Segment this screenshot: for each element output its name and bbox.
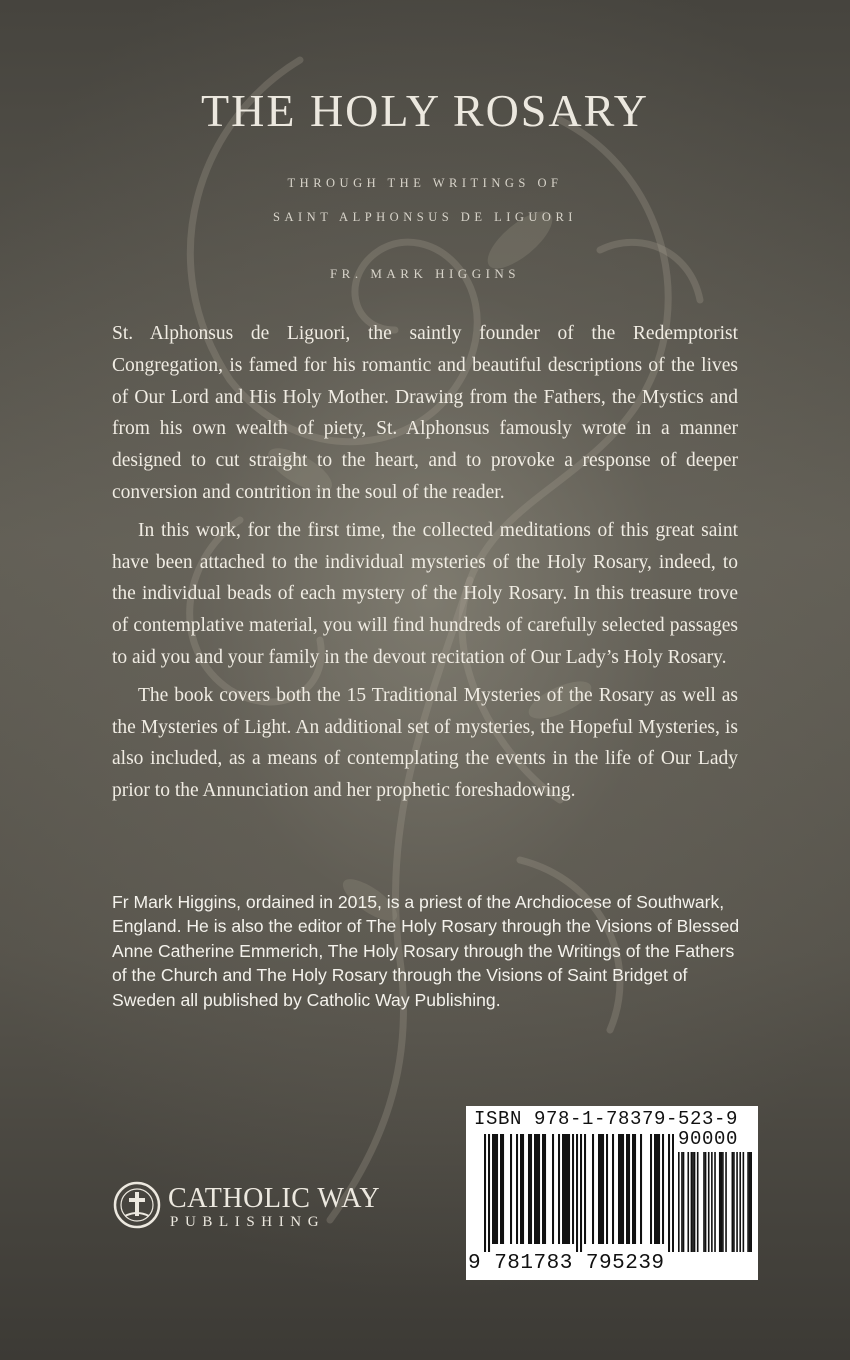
barcode-digits: 9 781783 795239	[468, 1252, 665, 1275]
barcode-bar	[564, 1134, 566, 1244]
addon-bar	[733, 1152, 735, 1252]
addon-bar	[722, 1152, 724, 1252]
barcode-bar	[510, 1134, 512, 1244]
publisher-subtitle: PUBLISHING	[170, 1214, 326, 1230]
barcode-bar	[566, 1134, 568, 1244]
barcode-bar	[626, 1134, 628, 1244]
addon-bar	[747, 1152, 749, 1252]
addon-bar	[719, 1152, 721, 1252]
addon-bar	[708, 1152, 710, 1252]
barcode-bar	[634, 1134, 636, 1244]
publisher-name: CATHOLIC WAY	[168, 1183, 381, 1214]
barcode-bar	[632, 1134, 634, 1244]
addon-bar	[725, 1152, 727, 1252]
barcode-bar	[568, 1134, 570, 1244]
addon-bar	[678, 1152, 680, 1252]
addon-bar	[687, 1152, 689, 1252]
barcode-bar	[584, 1134, 586, 1244]
addon-bar	[736, 1152, 738, 1252]
ean13-barcode-bars	[484, 1134, 674, 1252]
barcode-bar	[500, 1134, 502, 1244]
barcode-bar	[650, 1134, 652, 1244]
barcode-bar	[492, 1134, 494, 1244]
addon-bar	[703, 1152, 705, 1252]
author-bio: Fr Mark Higgins, ordained in 2015, is a priest of the Archdiocese of Southwark, England. He is also the editor of The Holy Rosary through the Visions of Blessed Anne Catherine Emmerich, The Holy Rosary through the Writings of the Fathers of the Church and The Holy Rosary through the Visions of Saint Bridget of Sweden all published by Catholic Way Publishing.	[112, 892, 740, 1010]
barcode-bar	[618, 1134, 620, 1244]
barcode-bar	[580, 1134, 582, 1252]
addon-bar	[705, 1152, 707, 1252]
barcode-bar	[484, 1134, 486, 1252]
addon-bar	[694, 1152, 696, 1252]
cross-circle-emblem-icon	[112, 1180, 162, 1230]
barcode-bar	[522, 1134, 524, 1244]
isbn-barcode	[466, 1106, 758, 1280]
barcode-bar	[654, 1134, 656, 1244]
barcode-bar	[538, 1134, 540, 1244]
barcode-bar	[592, 1134, 594, 1244]
barcode-bar	[494, 1134, 496, 1244]
barcode-bar	[572, 1134, 574, 1244]
barcode-bar	[672, 1134, 674, 1252]
addon-bar	[750, 1152, 752, 1252]
isbn-text: ISBN 978-1-78379-523-9	[474, 1108, 739, 1130]
barcode-bar	[606, 1134, 608, 1244]
barcode-bar	[528, 1134, 530, 1244]
book-subtitle-line-1: THROUGH THE WRITINGS OF	[287, 176, 563, 190]
addon-bar	[697, 1152, 699, 1252]
barcode-bar	[576, 1134, 578, 1252]
book-title: THE HOLY ROSARY	[201, 85, 649, 136]
barcode-bar	[662, 1134, 664, 1244]
addon-bar	[743, 1152, 745, 1252]
addon-bar	[721, 1152, 723, 1252]
barcode-bar	[552, 1134, 554, 1244]
barcode-bar	[600, 1134, 602, 1244]
barcode-bar	[640, 1134, 642, 1244]
addon-bar	[711, 1152, 713, 1252]
barcode-bar	[530, 1134, 532, 1244]
addon-code: 90000	[678, 1128, 739, 1150]
addon-bar	[749, 1152, 751, 1252]
barcode-bar	[628, 1134, 630, 1244]
publisher-logo	[112, 1180, 402, 1240]
barcode-bar	[502, 1134, 504, 1244]
description-paragraph-2: In this work, for the first time, the collected meditations of this great saint have been attached to the individual mysteries of the Holy Rosary, indeed, to the individual beads of each mystery of the Holy Rosary. In this treasure trove of contemplative material, you will find hundreds of carefully selected passages to aid you and your family in the devout recitation of Our Lady’s Holy Rosary.	[112, 519, 738, 668]
addon-barcode-bars	[678, 1152, 752, 1252]
book-description	[112, 318, 738, 813]
addon-bar	[692, 1152, 694, 1252]
barcode-bar	[612, 1134, 614, 1244]
barcode-bar	[558, 1134, 560, 1244]
barcode-bar	[562, 1134, 564, 1244]
barcode-bar	[488, 1134, 490, 1252]
barcode-bar	[598, 1134, 600, 1244]
barcode-bar	[668, 1134, 670, 1252]
addon-bar	[691, 1152, 693, 1252]
addon-bar	[739, 1152, 741, 1252]
barcode-bar	[620, 1134, 622, 1244]
barcode-bar	[658, 1134, 660, 1244]
addon-bar	[681, 1152, 683, 1252]
barcode-bar	[534, 1134, 536, 1244]
barcode-bar	[542, 1134, 544, 1244]
barcode-bar	[520, 1134, 522, 1244]
barcode-bar	[602, 1134, 604, 1244]
addon-bar	[714, 1152, 716, 1252]
addon-bar	[732, 1152, 734, 1252]
barcode-bar	[516, 1134, 518, 1244]
barcode-bar	[536, 1134, 538, 1244]
barcode-bar	[622, 1134, 624, 1244]
description-paragraph-1: St. Alphonsus de Liguori, the saintly founder of the Redemptorist Congregation, is famed for his romantic and beautiful descriptions of the lives of Our Lord and His Holy Mother. Drawing from the Fathers, the Mystics and from his own wealth of piety, St. Alphonsus famously wrote in a manner designed to cut straight to the heart, and to provoke a response of deeper conversion and contrition in the soul of the reader.	[112, 323, 738, 503]
addon-bar	[683, 1152, 685, 1252]
barcode-bar	[496, 1134, 498, 1244]
book-subtitle-line-2: SAINT ALPHONSUS DE LIGUORI	[273, 210, 577, 224]
barcode-bar	[544, 1134, 546, 1244]
barcode-bar	[656, 1134, 658, 1244]
book-author: FR. MARK HIGGINS	[329, 266, 521, 281]
description-paragraph-3: The book covers both the 15 Traditional Mysteries of the Rosary as well as the Mysteries of Light. An additional set of mysteries, the Hopeful Mysteries, is also included, as a means of contemplating the events in the life of Our Lady prior to the Annunciation and her prophetic foreshadowing.	[112, 684, 738, 802]
